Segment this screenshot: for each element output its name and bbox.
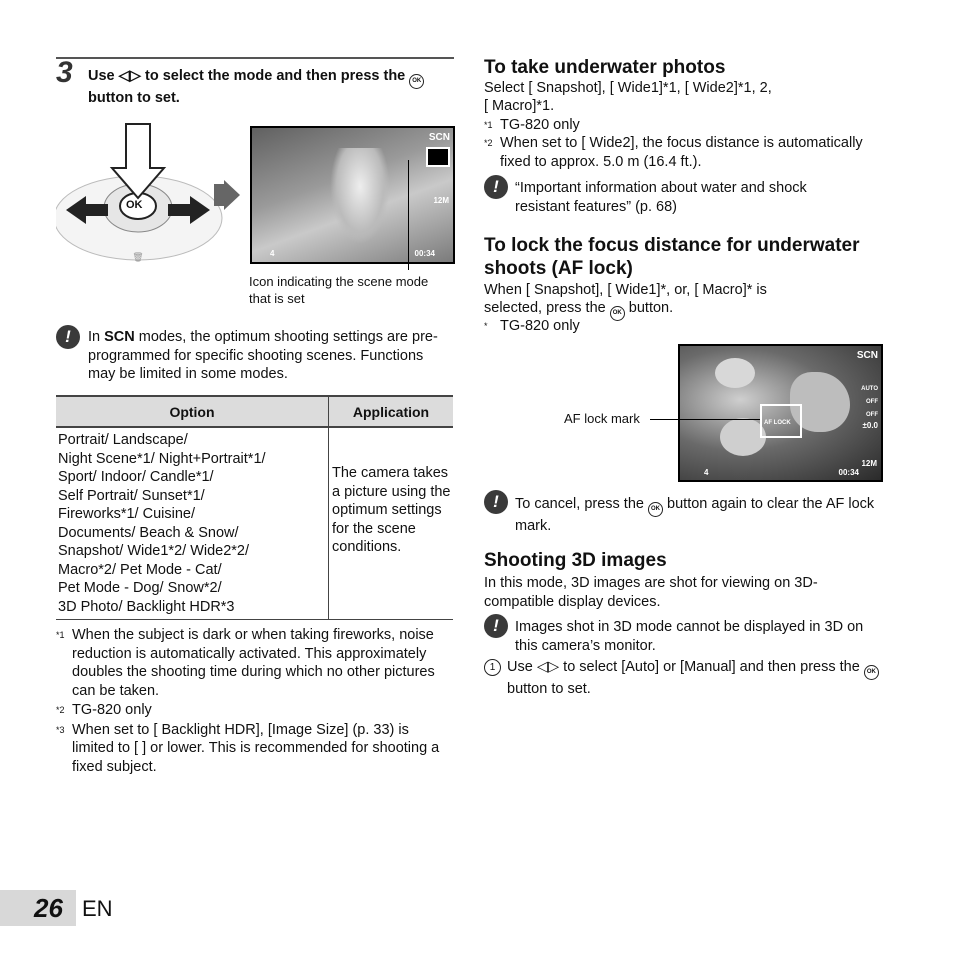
list-item: Self Portrait/ Sunset*1/ — [58, 487, 205, 504]
screen-time: 00:34 — [838, 468, 859, 477]
list-item: Documents/ Beach & Snow/ — [58, 524, 239, 541]
list-item: Sport/ Indoor/ Candle*1/ — [58, 469, 214, 485]
scn-mode-icon: SCN — [104, 329, 135, 345]
screen-time: 00:34 — [414, 249, 435, 258]
ok-button-icon: OK — [409, 74, 424, 89]
af-lock-pointer-line — [650, 419, 760, 420]
left-right-arrows-icon: ◁▷ — [118, 68, 141, 84]
application-text: The camera takes a picture using the optimum settings for the scene conditions. — [332, 465, 451, 555]
caption-pointer-line — [408, 160, 409, 270]
underwater-fn1: $^{*1}$ TG-820 only — [484, 117, 580, 133]
step3-instruction: Use ◁▷ to select the mode and then press the OK button to set. — [88, 67, 448, 108]
aflock-line1: When [ Snapshot], [ Wide1]*, or, [ Macro]* is — [484, 282, 767, 298]
scn-note: In SCN modes, the optimum shooting settings are pre-programmed for specific shooting scenes. Functions may be limited in some modes. — [88, 329, 438, 382]
footnotes — [56, 626, 448, 776]
af-lock-text: AF LOCK — [764, 420, 791, 426]
scn-label: SCN — [428, 132, 450, 143]
aflock-title: To lock the focus distance for underwater shoots (AF lock) — [484, 235, 860, 279]
underwater-title: To take underwater photos — [484, 57, 726, 78]
underwater-note: “Important information about water and shock resistant features” (p. 68) — [515, 180, 807, 215]
arrow-right-icon — [214, 180, 240, 210]
screen-count: 4 — [270, 249, 275, 258]
camera-screen-scene — [250, 126, 455, 264]
camera-screen-aflock — [678, 344, 883, 482]
screen-size: 12M — [861, 459, 877, 468]
auto-label: AUTO — [861, 386, 878, 392]
application-cell — [329, 427, 454, 620]
footnote-3: *3 When set to [ Backlight HDR], [Image Size] (p. 33) is limited to [ ] or lower. This is recommended for shooting a fixed subject. — [56, 721, 440, 775]
scn-label: SCN — [856, 350, 878, 361]
ok-button-icon: OK — [648, 502, 663, 517]
aflock-fn: * TG-820 only — [484, 318, 580, 334]
language-code: EN — [82, 896, 113, 921]
page-number: 26 — [34, 893, 63, 923]
af-lock-mark-label: AF lock mark — [564, 411, 640, 426]
options-cell — [56, 427, 329, 620]
step-number-circle: 1 — [484, 659, 501, 676]
list-item: Macro*2/ Pet Mode - Cat/ — [58, 561, 222, 578]
ok-button-icon: OK — [864, 665, 879, 680]
timer-off-label: OFF — [866, 412, 878, 418]
scene-person-shape — [330, 148, 390, 244]
list-item: Fireworks*1/ Cuisine/ — [58, 506, 195, 522]
screen-count: 4 — [704, 468, 709, 477]
list-item: Portrait/ Landscape/ — [58, 432, 188, 448]
underwater-line2: [ Macro]*1. — [484, 98, 555, 114]
header-application: Application — [329, 396, 454, 427]
caution-icon: ! — [484, 490, 508, 514]
step3-number: 3 — [56, 56, 73, 89]
ok-button-icon: OK — [610, 306, 625, 321]
footnote-2: *2 TG-820 only — [56, 702, 152, 718]
table-header-row — [56, 396, 453, 427]
screen-size: 12M — [433, 196, 449, 205]
list-item: 3D Photo/ Backlight HDR*3 — [58, 598, 235, 615]
table-row — [56, 427, 453, 620]
fish-shape — [715, 358, 755, 388]
footnote-1: *1 When the subject is dark or when taking fireworks, noise reduction is automatically activated. This approximately doubles the shooting time during which no other pictures can be taken. — [56, 627, 435, 699]
scene-mode-icon — [426, 147, 450, 167]
shoot3d-intro: In this mode, 3D images are shot for viewing on 3D-compatible display devices. — [484, 575, 818, 610]
header-option: Option — [56, 396, 329, 427]
list-item: Snapshot/ Wide1*2/ Wide2*2/ — [58, 543, 250, 559]
step3-rule — [56, 57, 454, 59]
caution-icon: ! — [484, 614, 508, 638]
shoot3d-note: Images shot in 3D mode cannot be displayed in 3D on this camera’s monitor. — [515, 619, 864, 654]
shoot3d-step: Use ◁▷ to select [Auto] or [Manual] and then press the OK button to set. — [507, 658, 887, 699]
underwater-line1: Select [ Snapshot], [ Wide1]*1, [ Wide2]*1, 2, — [484, 80, 772, 96]
list-item: Night Scene*1/ Night+Portrait*1/ — [58, 450, 266, 467]
scene-options-table — [56, 395, 453, 620]
list-item: Pet Mode - Dog/ Snow*2/ — [58, 580, 222, 596]
underwater-fn2: *2 When set to [ Wide2], the focus distance is automatically fixed to approx. 5.0 m (16.4 ft.). — [484, 135, 863, 170]
caution-icon: ! — [56, 325, 80, 349]
left-right-arrows-icon: ◁▷ — [536, 659, 560, 675]
shoot3d-title: Shooting 3D images — [484, 550, 667, 571]
flash-off-label: OFF — [866, 399, 878, 405]
caution-icon: ! — [484, 175, 508, 199]
ev-label: ±0.0 — [862, 421, 878, 430]
aflock-cancel-note: To cancel, press the OK button again to clear the AF lock mark. — [515, 496, 875, 534]
svg-text:🗑: 🗑 — [132, 252, 144, 262]
scene-icon-caption: Icon indicating the scene mode that is set — [249, 274, 429, 306]
aflock-line2: selected, press the OK button. — [484, 299, 904, 321]
dial-ok-label: OK — [126, 199, 143, 211]
